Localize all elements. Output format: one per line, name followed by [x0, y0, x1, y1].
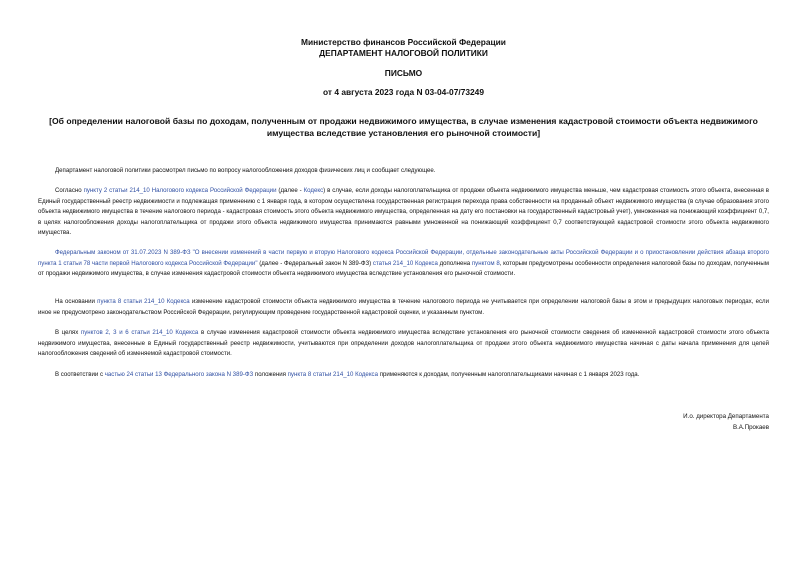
link-point-8-article-214-10[interactable]: пункта 8 статьи 214_10 Кодекса: [97, 298, 190, 305]
paragraph-text: применяются к доходам, полученным налогоплательщиками начиная с 1 января 2023 года.: [378, 371, 640, 378]
paragraph-intro: [38, 166, 769, 177]
signature-name: В.А.Прокаев: [732, 424, 769, 431]
paragraph-text: (далее - Федеральный закон N 389-ФЗ): [257, 259, 373, 267]
link-points-2-3-6[interactable]: пунктов 2, 3 и 6 статьи 214_10 Кодекса: [80, 329, 199, 336]
paragraph-text: ) в случае, если доходы налогоплательщика от продажи объекта недвижимого имущества меньше, чем кадастровая стоимость этого объекта, внесенная в Единый государственный реестр недвижимости и подлежащая применению с 1 января года, в котором осуществлена государственная регистрация перехода права собственности на проданный объект недвижимого имущества (в случае образования этого объекта недвижимого имущества в течение налогового периода - кадастровая стоимость этого объекта недвижимого имущества, определенная на дату его постановки на государственный кадастровый учет), умноженная на понижающий коэффициент 0,7, в целях налогообложения доходы налогоплательщика от продажи этого объекта недвижимого имущества принимаются равными умноженной на понижающий коэффициент 0,7 соответствующей кадастровой стоимости этого объекта недвижимого имущества.: [38, 187, 769, 236]
paragraph-6: [38, 370, 769, 381]
paragraph-text: в случае изменения кадастровой стоимости объекта недвижимого имущества вследствие установления его рыночной стоимости сведения об измененной кадастровой стоимости этого объекта недвижимого имущества, внесенные в Единый государственный реестр недвижимости, учитываются при определении доходов налогоплательщика от продажи этого объекта недвижимого имущества начиная с даты начала применения для целей налогообложения сведений об изменяемой кадастровой стоимости.: [38, 329, 769, 357]
paragraph-text: дополнена: [437, 259, 472, 267]
paragraph-text: положения: [253, 371, 288, 378]
paragraph-text: В соответствии с: [55, 371, 105, 378]
link-article-214-10[interactable]: статья 214_10 Кодекса: [372, 259, 438, 267]
link-point-8[interactable]: пунктом 8: [471, 259, 500, 267]
signature-position: И.о. директора Департамента: [683, 413, 769, 420]
paragraph-text: Департамент налоговой политики рассмотрел письмо по вопросу налогообложения доходов физических лиц и сообщает следующее.: [55, 167, 436, 174]
paragraph-4: [38, 297, 769, 318]
paragraph-text: Согласно: [55, 187, 84, 194]
paragraph-5: [38, 328, 769, 360]
paragraph-2: [38, 186, 769, 239]
paragraph-3: [38, 248, 769, 280]
link-tax-code-art-214-10[interactable]: пункту 2 статьи 214_10 Налогового кодекса Российской Федерации: [83, 187, 277, 194]
paragraph-text: В целях: [55, 329, 81, 336]
link-point-8-article-214-10[interactable]: пункта 8 статьи 214_10 Кодекса: [287, 371, 378, 378]
paragraph-text: , которым предусмотрены особенности определения налоговой базы по доходам, полученным от продажи недвижимого имущества, в случае изменения кадастровой стоимости объекта недвижимого имущества вследствие установления его рыночной стоимости.: [38, 259, 769, 277]
paragraph-text: На основании: [55, 298, 98, 305]
link-code[interactable]: Кодекс: [303, 187, 324, 194]
ministry-name: Министерство финансов Российской Федерации: [301, 37, 506, 47]
link-part-24-article-13[interactable]: частью 24 статьи 13 Федерального закона N 389-ФЗ: [104, 371, 254, 378]
document-type: ПИСЬМО: [384, 68, 423, 78]
paragraph-text: (далее -: [276, 187, 304, 194]
department-name: ДЕПАРТАМЕНТ НАЛОГОВОЙ ПОЛИТИКИ: [319, 48, 488, 58]
document-title: [Об определении налоговой базы по доходам, полученным от продажи недвижимого имущества, в случае изменения кадастровой стоимости объекта недвижимого имущества вследствие установления его рыночной стоимости]: [49, 116, 758, 138]
paragraph-text: изменение кадастровой стоимости объекта недвижимого имущества в течение налогового периода не учитывается при определении налоговой базы в этом и предыдущих налоговых периодах, если иное не предусмотрено законодательством Российской Федерации, регулирующим проведение государственной кадастровой оценки, и указанным пунктом.: [38, 298, 770, 316]
document-date-number: от 4 августа 2023 года N 03-04-07/73249: [323, 87, 484, 97]
link-federal-law-389[interactable]: Федеральным законом от 31.07.2023 N 389-ФЗ "О внесении изменений в части первую и вторую Налогового кодекса Российской Федерации, отдельные законодательные акты Российской Федерации и о приостановлении действия абзаца второго пункта 1 статьи 78 части первой Налогового кодекса Российской Федерации": [38, 249, 769, 267]
